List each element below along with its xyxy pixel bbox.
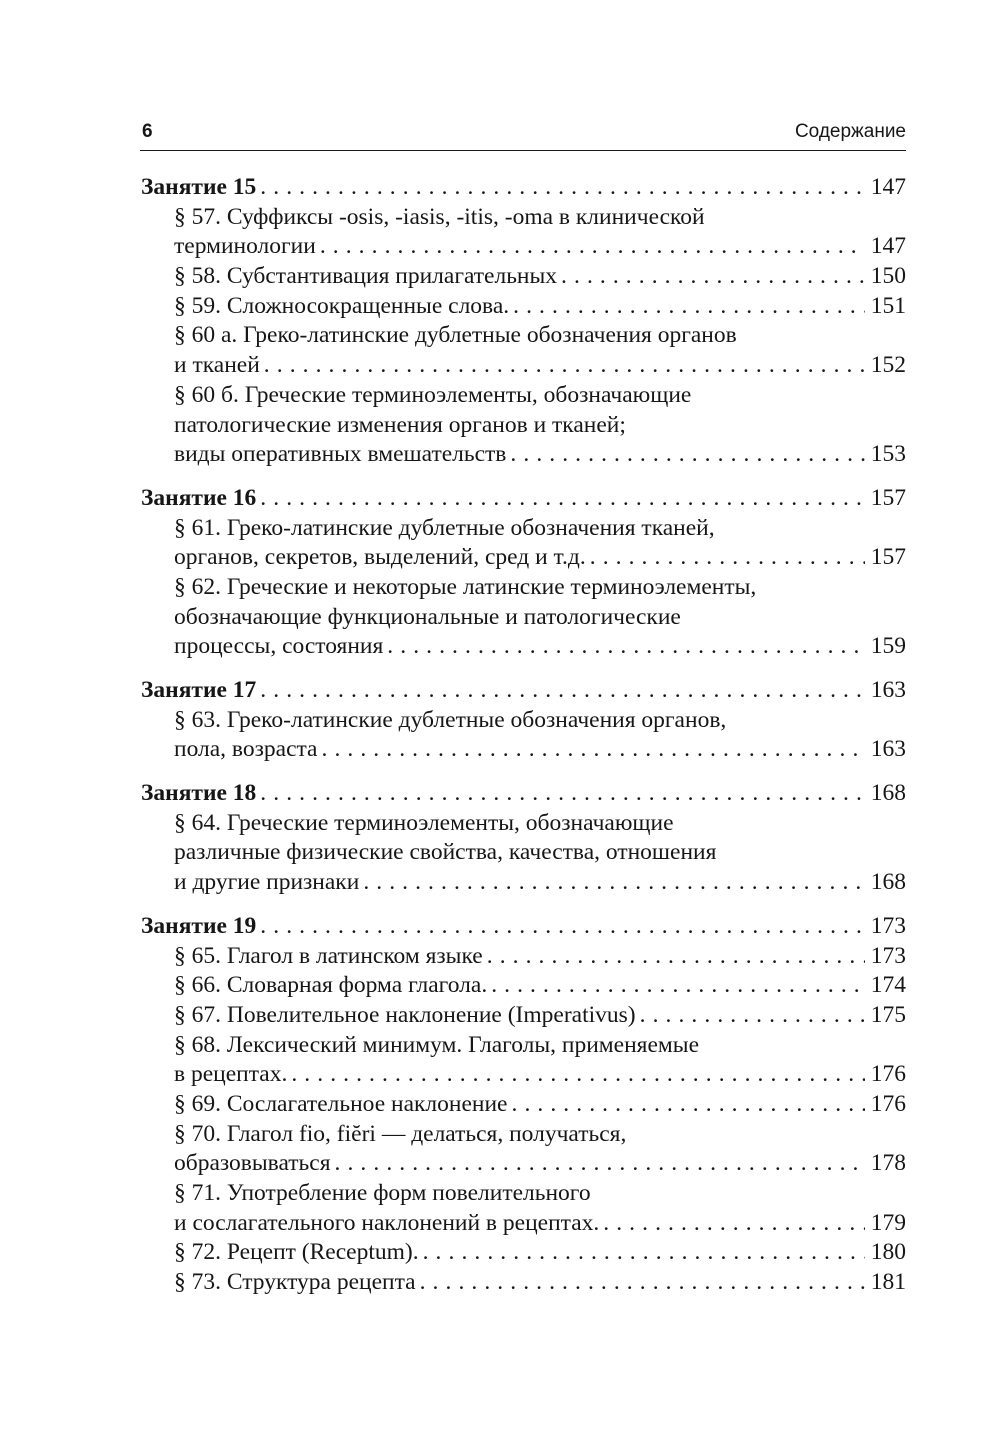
toc-lesson-group	[141, 484, 906, 662]
toc-lesson-heading	[141, 779, 906, 809]
dot-leader	[260, 779, 864, 809]
toc-section-entry	[141, 1001, 906, 1031]
toc-section-entry	[141, 971, 906, 1001]
toc-lesson-group	[141, 173, 906, 470]
toc-section-entry	[141, 1060, 906, 1090]
toc-section-entry	[141, 292, 906, 322]
lesson-page: 157	[870, 484, 906, 511]
section-title-line: § 72. Рецепт (Receptum).	[174, 1239, 419, 1266]
section-title-line: образовываться	[174, 1150, 331, 1177]
section-title-line: и тканей	[174, 352, 260, 379]
section-title-line: § 64. Греческие терминоэлементы, обозначающие	[174, 809, 674, 836]
toc-section-line	[141, 321, 906, 351]
group-spacer	[141, 769, 906, 779]
toc-section-entry	[141, 262, 906, 292]
dot-leader	[561, 262, 865, 292]
dot-leader	[491, 971, 865, 1001]
section-title-line: § 61. Греко-латинские дублетные обозначения тканей,	[174, 514, 715, 541]
dot-leader	[363, 868, 864, 898]
toc-section-entry	[141, 632, 906, 662]
section-page: 150	[870, 263, 906, 290]
section-page: 168	[870, 869, 906, 896]
dot-leader	[640, 1001, 865, 1031]
dot-leader	[260, 173, 864, 203]
section-title-line: § 68. Лексический минимум. Глаголы, применяемые	[174, 1031, 700, 1058]
toc-section-entry	[141, 351, 906, 381]
section-title-line: § 73. Структура рецепта	[174, 1269, 416, 1296]
section-page: 163	[870, 736, 906, 763]
section-title-line: и другие признаки	[174, 869, 360, 896]
section-page: 176	[870, 1061, 906, 1088]
section-page: 178	[870, 1150, 906, 1177]
toc-section-line	[141, 1120, 906, 1150]
dot-leader	[510, 440, 864, 470]
section-title-line: § 70. Глагол fio, fiĕri — делаться, получаться,	[174, 1120, 627, 1147]
section-page: 176	[870, 1090, 906, 1117]
section-title-line: в рецептах.	[174, 1061, 288, 1088]
section-page: 147	[870, 233, 906, 260]
toc-section-entry	[141, 868, 906, 898]
section-page: 151	[870, 292, 906, 319]
toc-lesson-heading	[141, 173, 906, 203]
group-spacer	[141, 474, 906, 484]
toc-lesson-heading	[141, 912, 906, 942]
lesson-page: 163	[870, 677, 906, 703]
section-title-line: § 60 б. Греческие терминоэлементы, обозначающие	[174, 381, 692, 408]
toc-section-line	[141, 514, 906, 544]
lesson-title: Занятие 16	[141, 484, 257, 511]
toc-section-line	[141, 706, 906, 736]
section-page: 181	[870, 1269, 906, 1296]
toc-section-line	[141, 1179, 906, 1209]
page-header	[140, 120, 906, 151]
toc-section-line	[141, 1031, 906, 1061]
toc-section-entry	[141, 440, 906, 470]
lesson-page: 173	[870, 912, 906, 939]
section-title-line: терминологии	[174, 233, 316, 260]
toc-section-entry	[141, 543, 906, 573]
section-page: 180	[870, 1239, 906, 1266]
toc-lesson-group	[141, 676, 906, 765]
section-title-line: пола, возраста	[174, 736, 318, 763]
section-page: 179	[870, 1209, 906, 1236]
toc-section-entry	[141, 232, 906, 262]
toc-section-line	[141, 573, 906, 603]
section-title-line: обозначающие функциональные и патологические	[174, 603, 681, 630]
toc-section-entry	[141, 1209, 906, 1239]
section-title-line: § 62. Греческие и некоторые латинские терминоэлементы,	[174, 573, 757, 600]
dot-leader	[291, 1060, 864, 1090]
section-title-line: § 63. Греко-латинские дублетные обозначения органов,	[174, 706, 727, 733]
toc-section-entry	[141, 1238, 906, 1268]
dot-leader	[260, 484, 864, 514]
dot-leader	[260, 912, 864, 942]
toc-lesson-group	[141, 779, 906, 898]
group-spacer	[141, 902, 906, 912]
dot-leader	[603, 1209, 864, 1239]
section-title-line: § 66. Словарная форма глагола.	[174, 972, 488, 999]
lesson-title: Занятие 15	[141, 174, 257, 200]
toc-section-entry	[141, 735, 906, 765]
section-title-line: § 58. Субстантивация прилагательных	[174, 263, 558, 290]
running-head: Содержание	[794, 121, 906, 142]
toc-section-line	[141, 603, 906, 633]
lesson-title: Занятие 19	[141, 912, 257, 939]
dot-leader	[320, 232, 865, 262]
toc-lesson-group	[141, 912, 906, 1298]
dot-leader	[423, 1238, 865, 1268]
section-page: 159	[870, 633, 906, 660]
toc-lesson-heading	[141, 484, 906, 514]
dot-leader	[420, 1268, 865, 1298]
section-title-line: патологические изменения органов и тканей;	[174, 411, 626, 438]
group-spacer	[141, 666, 906, 676]
dot-leader	[590, 543, 865, 573]
section-title-line: и сослагательного наклонений в рецептах.	[174, 1209, 600, 1236]
dot-leader	[264, 351, 865, 381]
toc-section-line	[141, 838, 906, 868]
dot-leader	[260, 676, 864, 706]
section-title-line: § 69. Сослагательное наклонение	[174, 1090, 508, 1117]
toc-lesson-heading	[141, 676, 906, 706]
section-title-line: процессы, состояния	[174, 633, 384, 660]
toc-section-line	[141, 381, 906, 411]
section-title-line: § 71. Употребление форм повелительного	[174, 1180, 591, 1206]
section-title-line: § 65. Глагол в латинском языке	[174, 942, 483, 969]
toc-section-line	[141, 809, 906, 839]
toc-section-entry	[141, 1268, 906, 1298]
section-page: 173	[870, 942, 906, 969]
section-title-line: органов, секретов, выделений, сред и т.д.	[174, 544, 586, 571]
toc-section-line	[141, 411, 906, 441]
dot-leader	[487, 942, 865, 972]
lesson-page: 147	[870, 174, 906, 200]
section-title-line: § 57. Суффиксы -osis, -iasis, -itis, -oma в клинической	[174, 203, 705, 230]
toc-section-entry	[141, 1090, 906, 1120]
section-title-line: различные физические свойства, качества, отношения	[174, 839, 717, 866]
toc-section-entry	[141, 1149, 906, 1179]
dot-leader	[513, 292, 865, 322]
table-of-contents	[141, 173, 906, 1302]
section-title-line: § 60 а. Греко-латинские дублетные обозначения органов	[174, 322, 737, 349]
dot-leader	[387, 632, 864, 662]
toc-section-entry	[141, 942, 906, 972]
section-title-line: § 67. Повелительное наклонение (Imperativus)	[174, 1001, 636, 1028]
toc-section-line	[141, 203, 906, 233]
lesson-title: Занятие 18	[141, 780, 257, 807]
section-title-line: виды оперативных вмешательств	[174, 441, 507, 468]
dot-leader	[335, 1149, 865, 1179]
section-title-line: § 59. Сложносокращенные слова.	[174, 292, 510, 319]
section-page: 152	[870, 352, 906, 379]
dot-leader	[512, 1090, 865, 1120]
section-page: 157	[870, 544, 906, 571]
section-page: 175	[870, 1001, 906, 1028]
lesson-title: Занятие 17	[141, 677, 257, 703]
dot-leader	[322, 735, 865, 765]
section-page: 153	[870, 441, 906, 468]
section-page: 174	[870, 972, 906, 999]
page-number: 6	[142, 121, 153, 142]
lesson-page: 168	[870, 780, 906, 807]
